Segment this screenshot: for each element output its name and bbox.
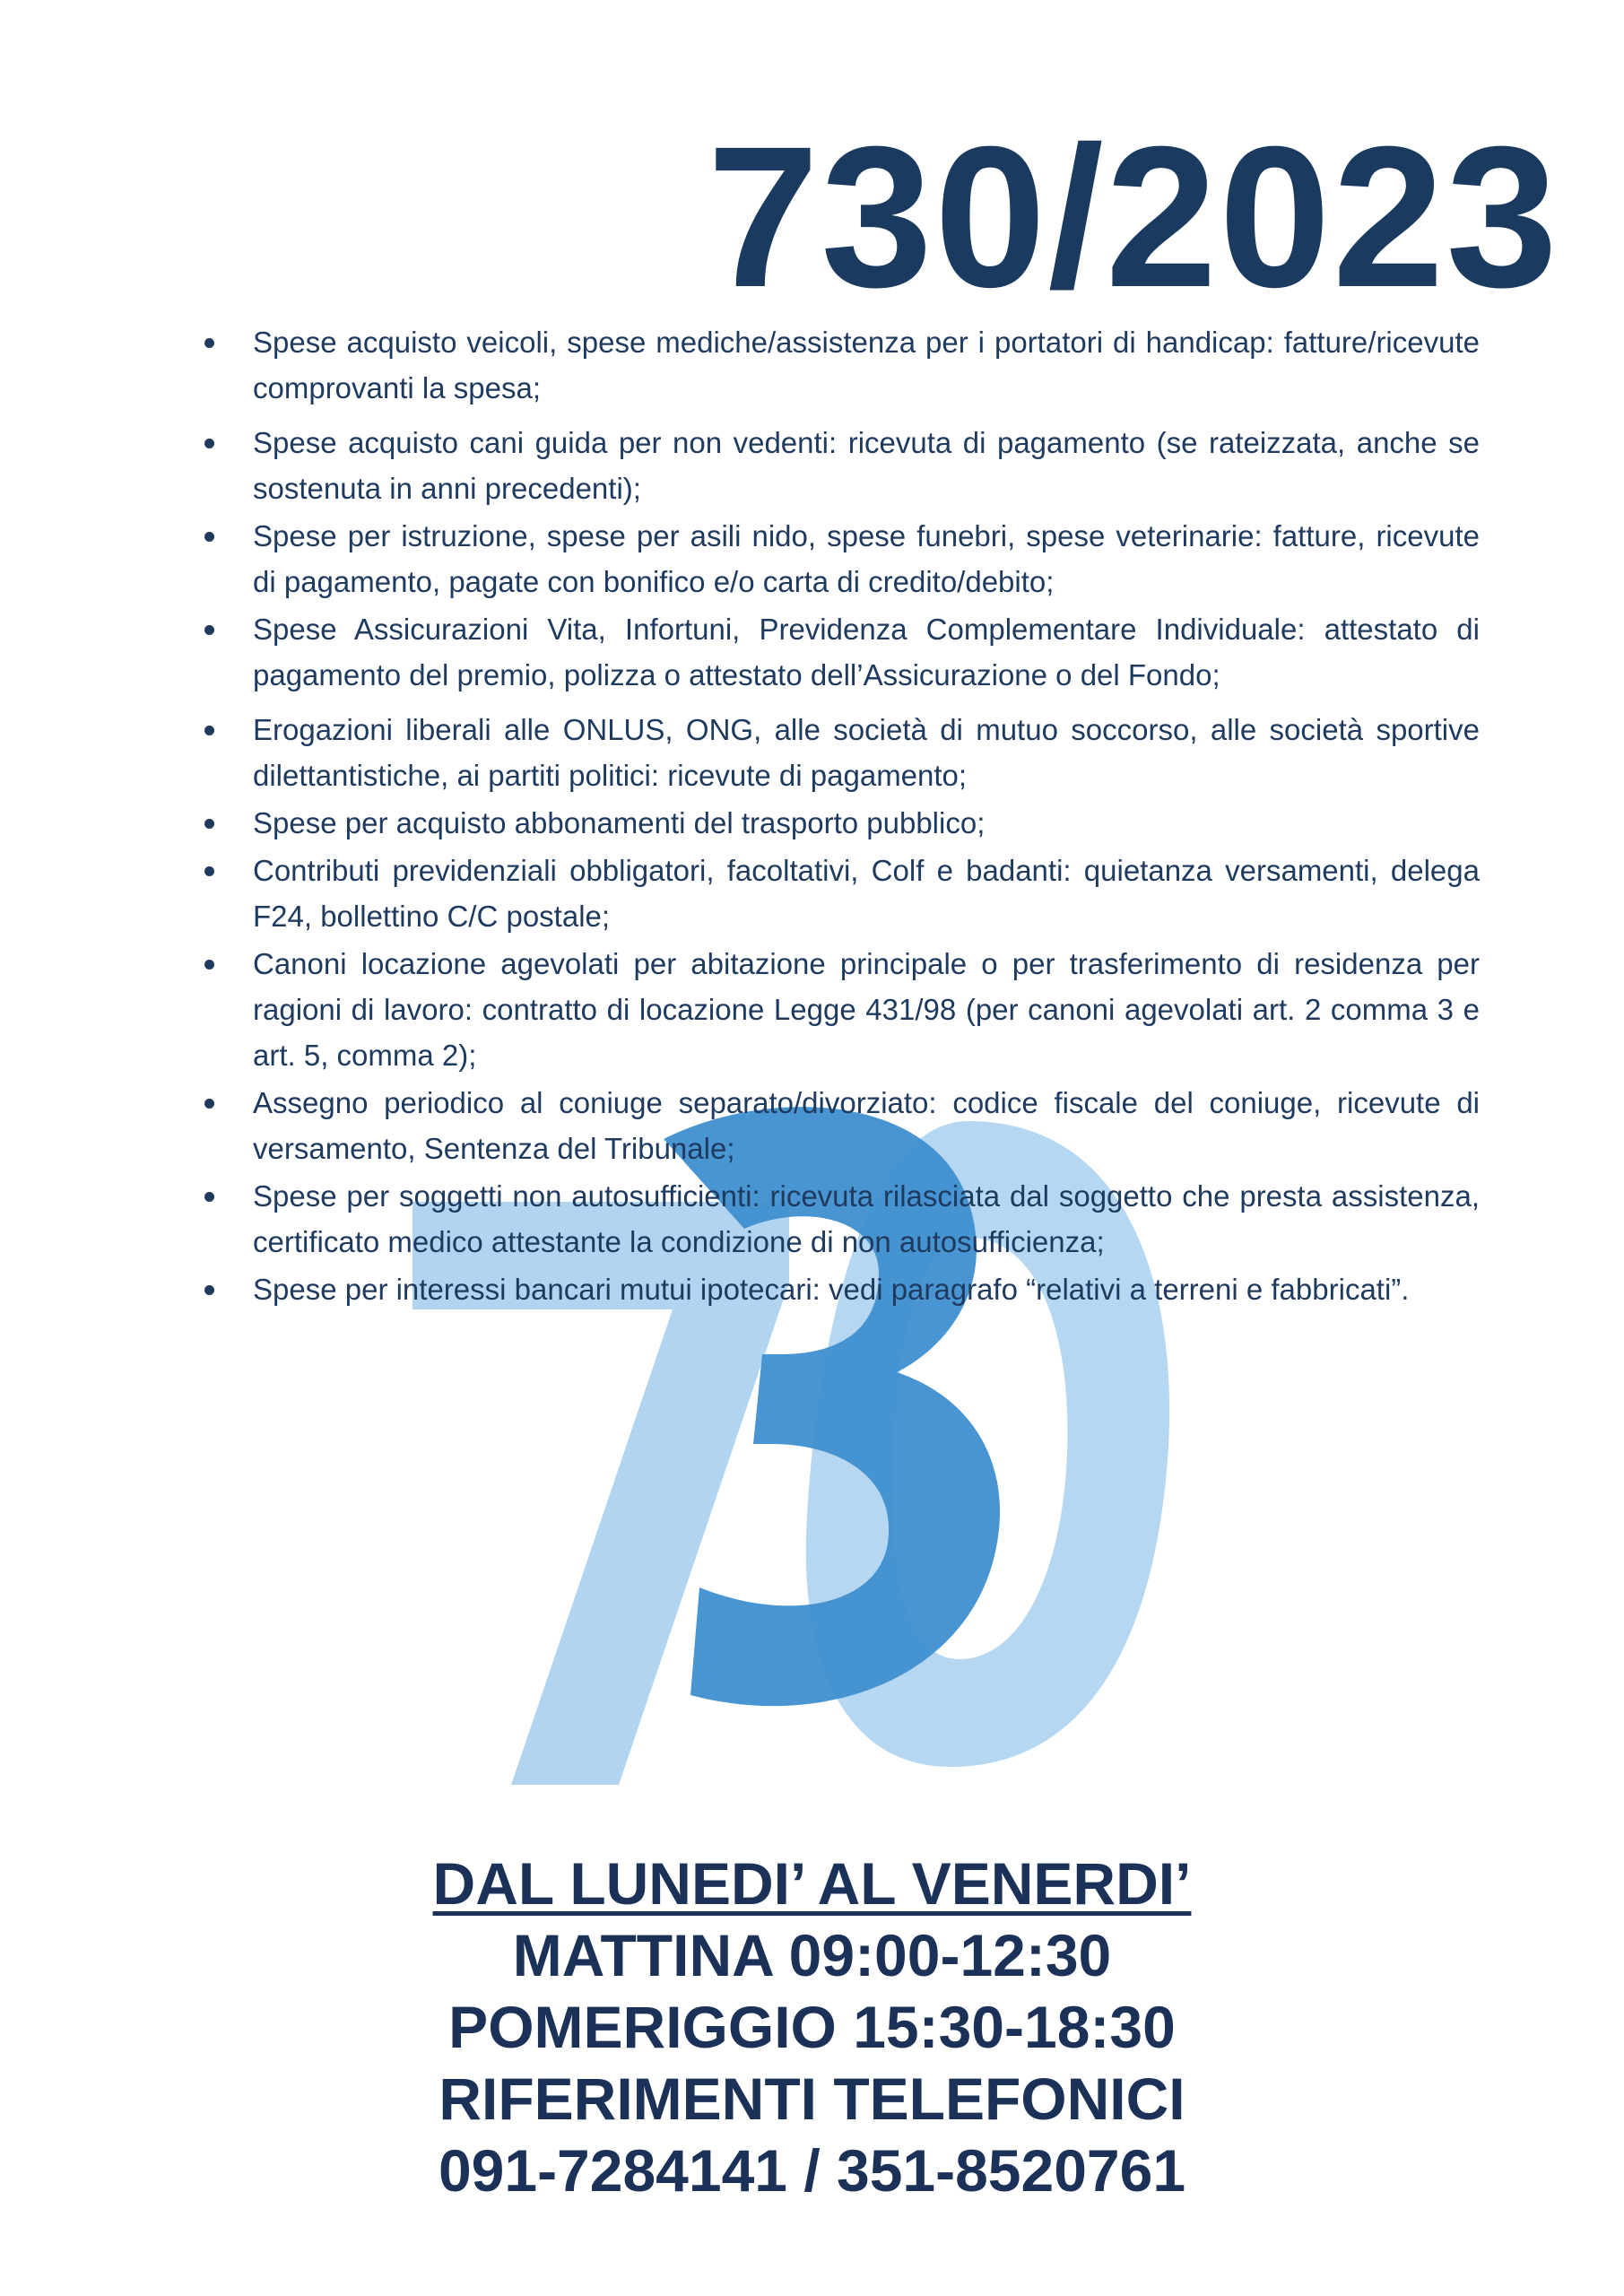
list-item-text: Spese per istruzione, spese per asili nido, spese funebri, spese veterinarie: fatture, ricevute di pagamento, pagate con bonifico e/o carta di credito/debito; <box>253 519 1480 598</box>
list-item-text: Spese acquisto cani guida per non vedenti: ricevuta di pagamento (se rateizzata, anche se sostenuta in anni precedenti); <box>253 426 1480 505</box>
list-item-text: Spese per interessi bancari mutui ipotecari: vedi paragrafo “relativi a terreni e fabbricati”. <box>253 1273 1410 1306</box>
bullet-icon <box>204 1192 214 1202</box>
list-item-text: Erogazioni liberali alle ONLUS, ONG, alle società di mutuo soccorso, alle società sportive dilettantistiche, ai partiti politici: ricevute di pagamento; <box>253 713 1480 792</box>
document-title: 730/2023 <box>707 105 1559 329</box>
bullet-icon <box>204 532 214 542</box>
bullet-icon <box>204 1285 214 1295</box>
bullet-icon <box>204 625 214 635</box>
list-item-text: Spese Assicurazioni Vita, Infortuni, Previdenza Complementare Individuale: attestato di pagamento del premio, polizza o attestato dell’Assicurazione o del Fondo; <box>253 613 1480 691</box>
bullet-icon <box>204 1099 214 1109</box>
list-item-text: Spese per soggetti non autosufficienti: ricevuta rilasciata dal soggetto che presta assistenza, certificato medico attestante la condizione di non autosufficienza; <box>253 1179 1480 1258</box>
morning-hours: MATTINA 09:00-12:30 <box>512 1922 1112 1988</box>
list-item-text: Spese acquisto veicoli, spese mediche/assistenza per i portatori di handicap: fatture/ricevute comprovanti la spesa; <box>253 326 1480 404</box>
bullet-icon <box>204 819 214 829</box>
list-item <box>204 1173 1480 1265</box>
list-item <box>204 606 1480 698</box>
phone-numbers: 091-7284141 / 351-8520761 <box>438 2137 1186 2204</box>
bullet-icon <box>204 338 214 348</box>
bullet-icon <box>204 726 214 735</box>
list-item <box>204 800 1480 846</box>
list-item <box>204 513 1480 604</box>
list-item <box>204 941 1480 1078</box>
list-item-text: Contributi previdenziali obbligatori, facoltativi, Colf e badanti: quietanza versamenti, delega F24, bollettino C/C postale; <box>253 854 1480 933</box>
list-item <box>204 1080 1480 1171</box>
list-item <box>204 420 1480 511</box>
afternoon-hours: POMERIGGIO 15:30-18:30 <box>448 1994 1176 2060</box>
list-item <box>204 848 1480 939</box>
office-hours-footer <box>0 1848 1624 2206</box>
phone-label: RIFERIMENTI TELEFONICI <box>439 2066 1185 2132</box>
bullet-icon <box>204 866 214 876</box>
list-item <box>204 319 1480 411</box>
bullet-icon <box>204 439 214 448</box>
document-requirements-list <box>204 319 1480 1314</box>
list-item <box>204 707 1480 798</box>
list-item-text: Assegno periodico al coniuge separato/divorziato: codice fiscale del coniuge, ricevute di versamento, Sentenza del Tribunale; <box>253 1086 1480 1165</box>
list-item-text: Spese per acquisto abbonamenti del trasporto pubblico; <box>253 806 986 839</box>
office-days: DAL LUNEDI’ AL VENERDI’ <box>432 1850 1192 1917</box>
bullet-icon <box>204 960 214 970</box>
list-item-text: Canoni locazione agevolati per abitazione principale o per trasferimento di residenza per ragioni di lavoro: contratto di locazione Legge 431/98 (per canoni agevolati art. 2 comma 3 e art. 5, comma 2); <box>253 947 1480 1072</box>
list-item <box>204 1266 1480 1312</box>
